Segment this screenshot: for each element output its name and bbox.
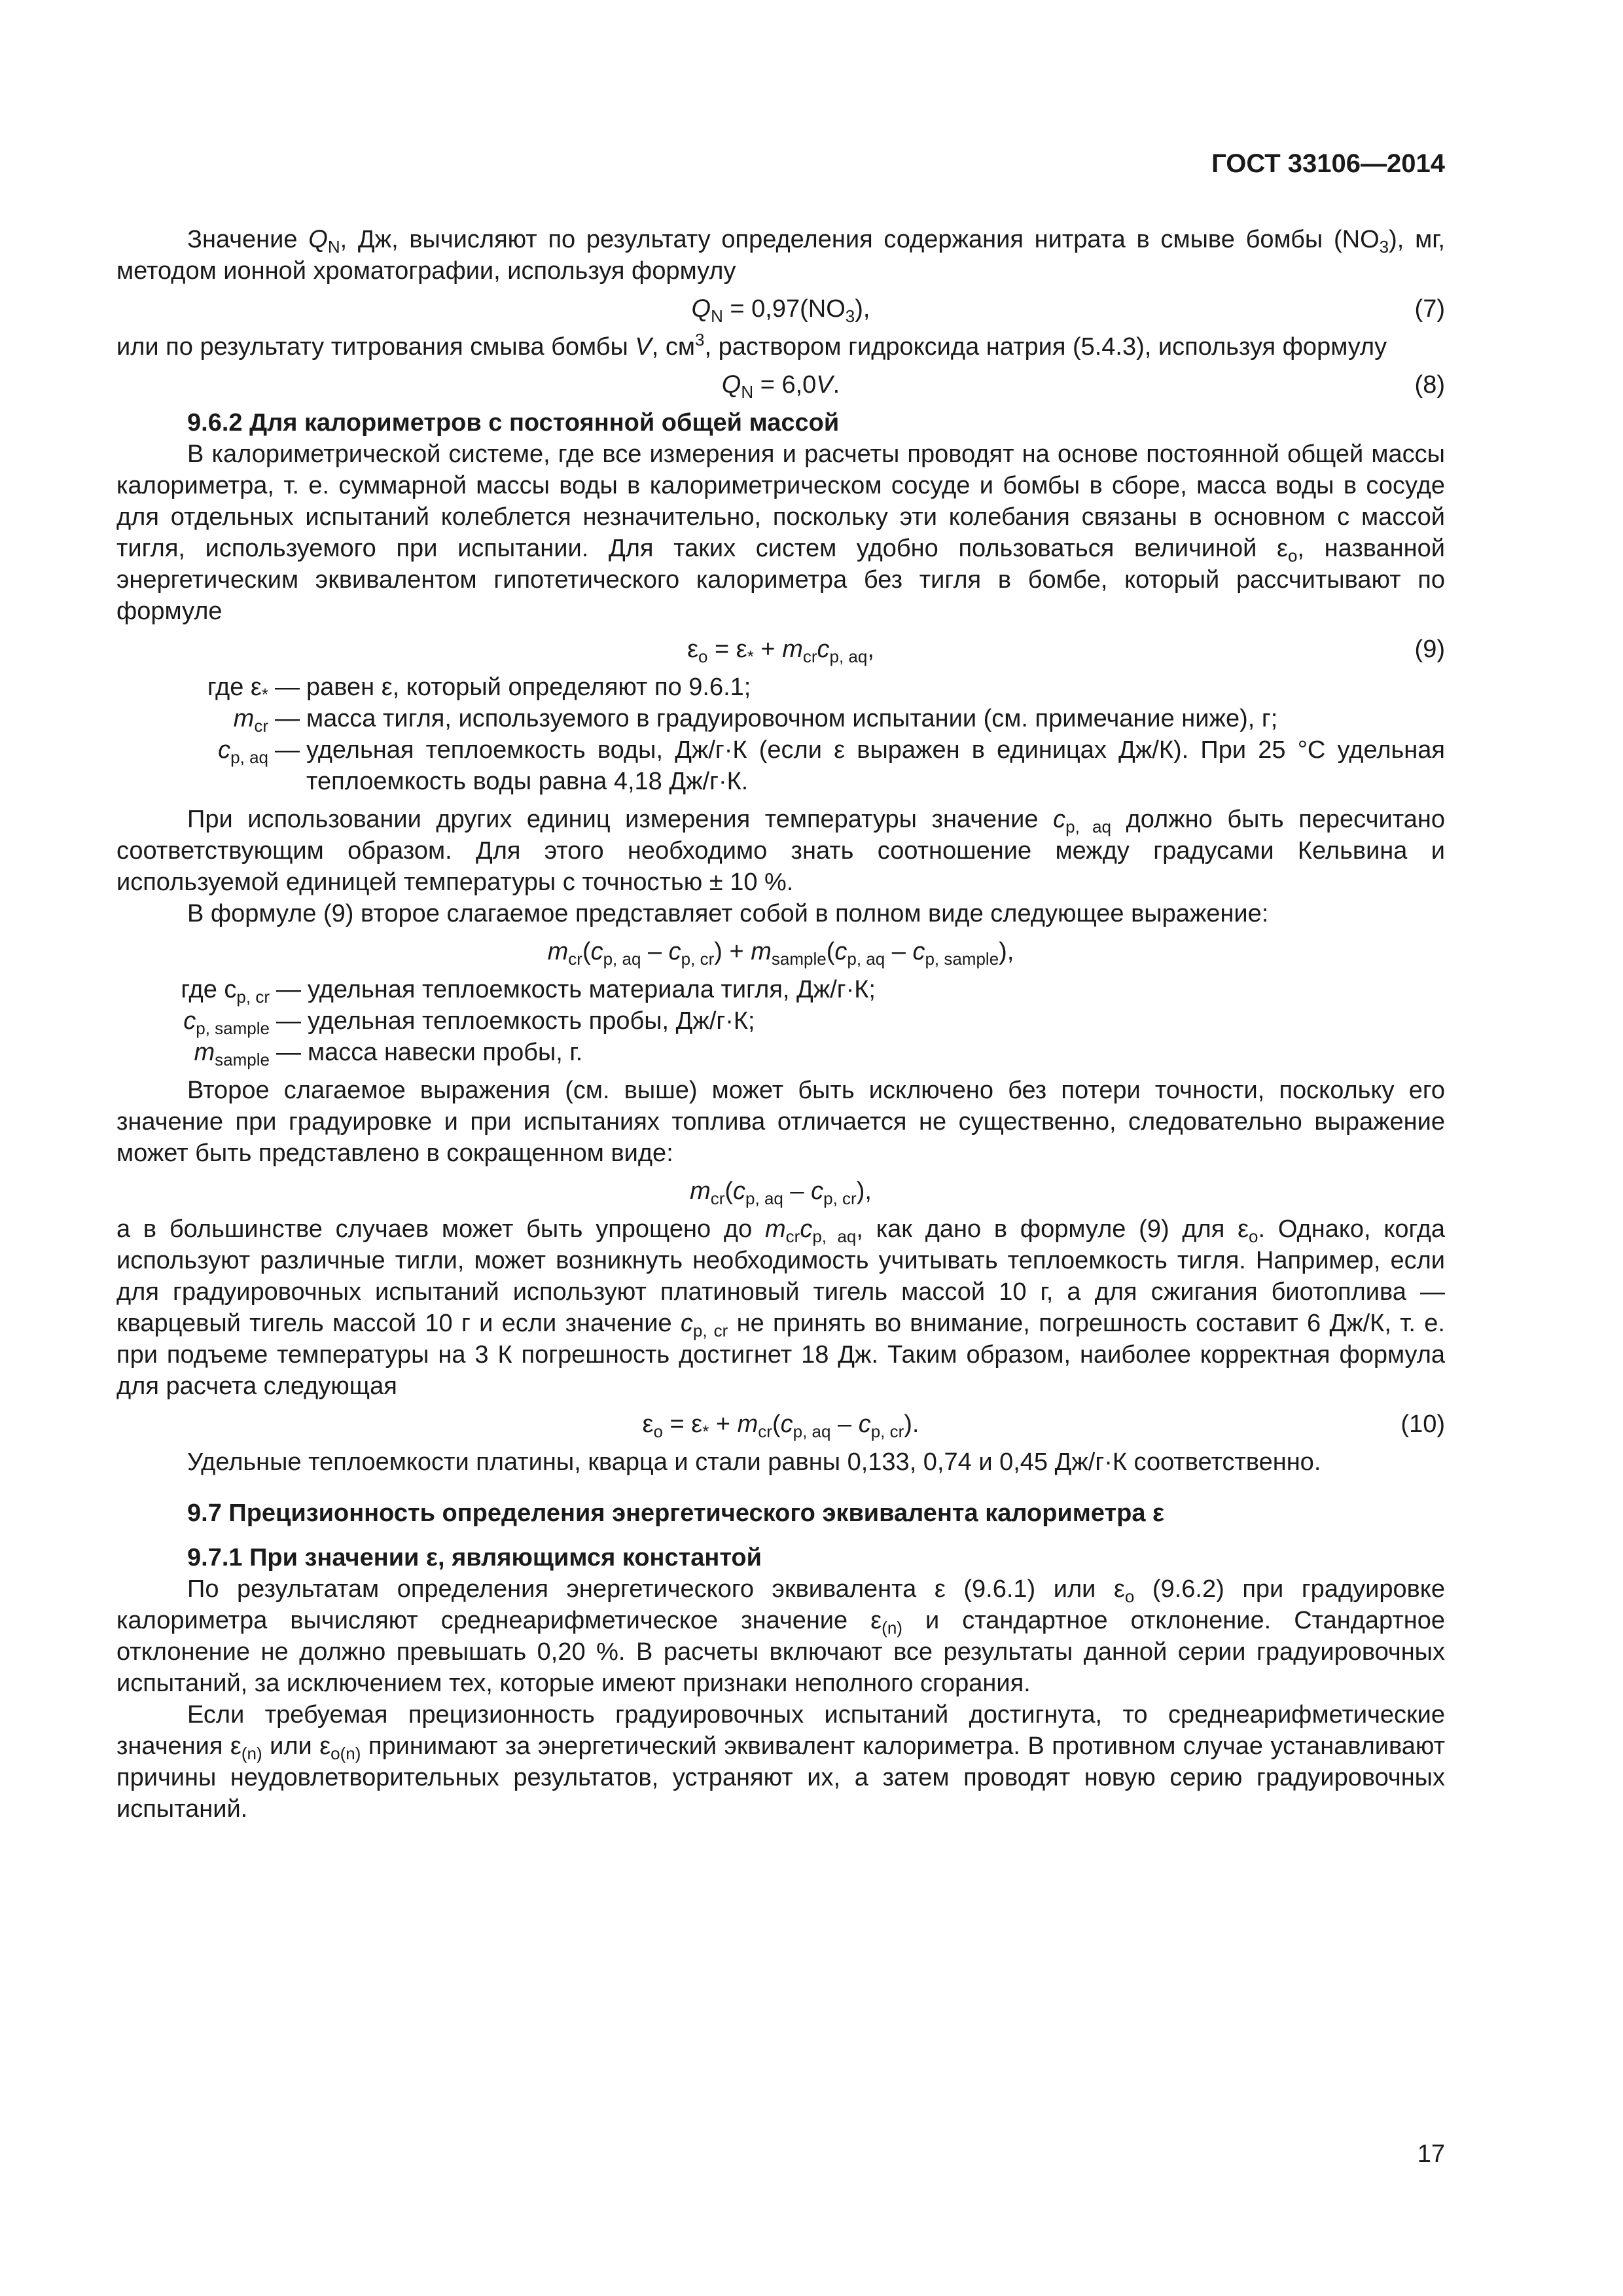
text-run: или ε (262, 1732, 331, 1760)
subscript: (n) (241, 1744, 262, 1763)
subscript: 3 (845, 306, 855, 326)
subscript: * (702, 1422, 709, 1441)
definition-dash: — (276, 1039, 301, 1066)
symbol-q: Q (691, 295, 711, 323)
text-run: не принять во внимание, погрешность составит 6 Дж/К, т. е. при подъеме температуры на 3 К погрешность достигнет 18 Дж. Таким образом, наиболее корректная формула для расчета следующая (116, 1310, 1445, 1400)
subscript: o (1287, 546, 1298, 565)
symbol-v: V (635, 333, 652, 361)
definition-row (116, 703, 1445, 734)
symbol-c: c (858, 1410, 871, 1438)
subscript: p, aq (603, 949, 641, 969)
subscript: N (711, 306, 723, 326)
subscript: p, aq (812, 1227, 857, 1246)
equation-text: ( (826, 938, 835, 965)
subscript: p, aq (230, 747, 268, 767)
subscript: cr (710, 1189, 725, 1208)
paragraph-second-term-excluded: Второе слагаемое выражения (см. выше) может быть исключено без потери точности, поскольку его значение при градуировке и при испытаниях топлива отличается не существенно, следовательно выражение может быть представлено в сокращенном виде: (116, 1077, 1445, 1167)
subscript: o (698, 647, 708, 666)
text-run: , названной энергетическим эквивалентом гипотетического калориметра без тигля в бомбе, который рассчитывают по формуле (116, 535, 1445, 625)
symbol-m: m (765, 1215, 786, 1243)
equation-full-expression (116, 936, 1445, 967)
definition-symbol (116, 1037, 270, 1068)
subscript: p, aq (793, 1422, 831, 1441)
text-run: По результатам определения энергетического эквивалента ε (9.6.1) или ε (187, 1575, 1125, 1603)
subscript: cr (802, 647, 817, 666)
equation-7 (116, 293, 1445, 325)
equation-text: ( (582, 938, 591, 965)
definition-row (116, 734, 1445, 797)
subscript: p, aq (1065, 817, 1111, 836)
definition-row (116, 974, 1445, 1005)
symbol-m: m (690, 1177, 711, 1205)
definition-row (116, 1005, 1445, 1037)
symbol-c: c (1053, 806, 1066, 833)
subscript: * (747, 647, 754, 666)
paragraph-qn-nitrate (116, 224, 1445, 287)
definition-text: удельная теплоемкость воды, Дж/г·К (если ε выражен в единицах Дж/К). При 25 °С удельная теплоемкость воды равна 4,18 Дж/г·К. (306, 736, 1445, 795)
subscript: p, cr (236, 987, 270, 1007)
subscript: cr (758, 1422, 772, 1441)
subscript: N (741, 382, 754, 402)
subscript: p, cr (681, 949, 715, 969)
symbol-text: m (194, 1039, 215, 1066)
subscript: o (1124, 1587, 1135, 1606)
definition-symbol (116, 974, 270, 1005)
symbol-text: c (218, 736, 231, 764)
text-run: В калориметрической системе, где все измерения и расчеты проводят на основе постоянной общей массы калориметра, т. е. суммарной массы воды в калориметрическом сосуде и бомбы в сборе, масса воды в сосуде для отдельных испытаний колеблется незначительно, поскольку эти колебания связаны в основном с массой тигля, используемого при испытании. Для таких систем удобно пользоваться величиной ε (116, 440, 1445, 562)
symbol-epsilon: ε (642, 1410, 654, 1438)
definition-text: масса тигля, используемого в градуировочном испытании (см. примечание ниже), г; (306, 705, 1278, 732)
definition-symbol (116, 1005, 270, 1037)
symbol-c: c (817, 636, 830, 663)
equation-text: . (832, 371, 840, 399)
paragraph-mean-value (116, 1573, 1445, 1699)
text-run: , как дано в формуле (9) для ε (856, 1215, 1249, 1243)
text-run: . Однако, когда используют различные тигли, может возникнуть необходимость учитывать теплоемкость тигля. Например, если для градуировочных испытаний используют платиновый тигель массой 10 г, а для сжигания биотоплива — кварцевый тигель массой 10 г и если значение (116, 1215, 1446, 1337)
subscript: (n) (882, 1618, 902, 1638)
text-run: Если требуемая прецизионность градуировочных испытаний достигнута, то среднеарифметические значения ε (116, 1701, 1445, 1760)
equation-text: – (641, 938, 669, 965)
spacer (116, 1478, 1445, 1498)
paragraph-titration (116, 331, 1445, 363)
subscript: p, cr (823, 1189, 857, 1208)
section-heading-9-7-1: 9.7.1 При значении ε, являющимся константой (187, 1544, 762, 1571)
definition-row (116, 672, 1445, 703)
equation-text: = ε (662, 1410, 703, 1438)
text-run: (9.6.2) при градуировке калориметра вычисляют среднеарифметическое значение ε (116, 1575, 1445, 1634)
equation-text: ), (855, 295, 870, 323)
superscript: 3 (695, 330, 705, 350)
symbol-text: m (233, 705, 255, 732)
definition-dash: — (275, 736, 300, 764)
definition-symbol (116, 672, 268, 703)
document-body (116, 224, 1445, 1825)
text-run: Значение (187, 226, 309, 253)
subscript: sample (771, 949, 827, 969)
subscript: N (327, 237, 340, 257)
equation-text: ( (724, 1177, 734, 1205)
equation-8 (116, 369, 1445, 401)
subscript: p, cr (870, 1422, 904, 1441)
subscript: cr (568, 949, 582, 969)
symbol-c: c (834, 938, 847, 965)
section-heading-9-7: 9.7 Прецизионность определения энергетического эквивалента калориметра ε (187, 1499, 1165, 1527)
definition-text: масса навески пробы, г. (308, 1039, 583, 1066)
text-run: или по результату титрования смыва бомбы (116, 333, 635, 361)
equation-text: – (830, 1410, 859, 1438)
symbol-text: где c (181, 976, 237, 1003)
equation-text: ), (856, 1177, 872, 1205)
paragraph-second-term: В формуле (9) второе слагаемое представляет собой в полном виде следующее выражение: (187, 900, 1269, 927)
text-run: При использовании других единиц измерения температуры значение (187, 806, 1054, 833)
text-run: , Дж, вычисляют по результату определения содержания нитрата в смыве бомбы (NO (340, 226, 1380, 253)
definition-symbol (116, 734, 268, 797)
equation-text: , (867, 636, 874, 663)
text-run: ), мг, методом ионной хроматографии, используя формулу (116, 226, 1445, 285)
equation-text: = 0,97(NO (722, 295, 846, 323)
equation-number: (7) (1414, 295, 1445, 323)
paragraph-simplified (116, 1213, 1445, 1402)
symbol-c: c (590, 938, 603, 965)
text-run: должно быть пересчитано соответствующим образом. Для этого необходимо знать соотношение между градусами Кельвина и используемой единицей температуры с точностью ± 10 %. (116, 806, 1446, 896)
subscript: sample (215, 1050, 270, 1069)
subscript: p, aq (745, 1189, 783, 1208)
subscript: p, sample (925, 949, 999, 969)
paragraph-precision-achieved (116, 1699, 1445, 1825)
equation-10 (116, 1408, 1445, 1440)
equation-text: = 6,0 (753, 371, 817, 399)
subscript: p, aq (829, 647, 868, 666)
equation-text: – (783, 1177, 812, 1205)
spacer (116, 1529, 1445, 1542)
text-run: , см (651, 333, 695, 361)
text-run: , раствором гидроксида натрия (5.4.3), используя формулу (704, 333, 1387, 361)
symbol-c: c (800, 1215, 813, 1243)
section-heading-9-6-2: 9.6.2 Для калориметров с постоянной общей массой (187, 409, 840, 437)
equation-text: + (753, 636, 783, 663)
subscript: cr (254, 716, 268, 736)
equation-9 (116, 634, 1445, 665)
definition-row (116, 1037, 1445, 1068)
equation-number: (8) (1414, 371, 1445, 399)
symbol-epsilon: ε (687, 636, 699, 663)
symbol-m: m (782, 636, 803, 663)
subscript: cr (785, 1227, 800, 1246)
symbol-c: c (668, 938, 681, 965)
equation-short-expression (116, 1175, 1445, 1207)
symbol-m: m (547, 938, 569, 965)
subscript: 3 (1379, 237, 1389, 257)
definition-symbol (116, 703, 268, 734)
text-run: и стандартное отклонение. Стандартное отклонение не должно превышать 0,20 %. В расчеты включают все результаты данной серии градуировочных испытаний, за исключением тех, которые имеют признаки неполного сгорания. (116, 1607, 1445, 1697)
paragraph-specific-heats: Удельные теплоемкости платины, кварца и стали равны 0,133, 0,74 и 0,45 Дж/г·К соответственно. (187, 1448, 1321, 1476)
equation-number: (9) (1414, 636, 1445, 663)
symbol-m: m (751, 938, 772, 965)
definition-dash: — (275, 705, 300, 732)
definitions-list-1 (116, 672, 1445, 797)
page-number: 17 (1417, 2140, 1445, 2168)
equation-number: (10) (1400, 1410, 1445, 1438)
symbol-q: Q (721, 371, 741, 399)
symbol-c: c (912, 938, 925, 965)
text-run: а в большинстве случаев может быть упрощено до (116, 1215, 765, 1243)
subscript: p, aq (847, 949, 885, 969)
equation-text: ) + (714, 938, 751, 965)
definition-text: удельная теплоемкость материала тигля, Дж/г·К; (308, 976, 876, 1003)
symbol-c: c (680, 1310, 693, 1337)
subscript: o(n) (330, 1744, 361, 1763)
subscript: * (261, 685, 268, 704)
symbol-text: c (183, 1007, 196, 1035)
symbol-text: где ε (207, 673, 262, 701)
equation-text: – (885, 938, 913, 965)
subscript: o (653, 1422, 663, 1441)
definition-dash: — (276, 976, 301, 1003)
definition-text: равен ε, который определяют по 9.6.1; (306, 673, 751, 701)
symbol-q: Q (308, 226, 328, 253)
symbol-v: V (816, 371, 833, 399)
document-header: ГОСТ 33106—2014 (1211, 149, 1445, 178)
symbol-c: c (733, 1177, 746, 1205)
symbol-c: c (780, 1410, 793, 1438)
equation-text: ). (904, 1410, 919, 1438)
definition-text: удельная теплоемкость пробы, Дж/г·К; (308, 1007, 755, 1035)
definition-dash: — (275, 673, 300, 701)
equation-text: = ε (707, 636, 747, 663)
subscript: p, sample (196, 1018, 270, 1038)
symbol-c: c (811, 1177, 824, 1205)
equation-text: ), (999, 938, 1014, 965)
subscript: p, cr (692, 1321, 728, 1340)
paragraph-constant-mass (116, 439, 1445, 627)
equation-text: + (709, 1410, 738, 1438)
definition-dash: — (276, 1007, 301, 1035)
text-run: принимают за энергетический эквивалент калориметра. В противном случае устанавливают причины неудовлетворительных результатов, устраняют их, а затем проводят новую серию градуировочных испытаний. (116, 1732, 1446, 1823)
subscript: o (1249, 1227, 1258, 1246)
paragraph-other-units (116, 804, 1445, 898)
symbol-m: m (737, 1410, 758, 1438)
definitions-list-2 (116, 974, 1445, 1068)
equation-text: ( (772, 1410, 781, 1438)
